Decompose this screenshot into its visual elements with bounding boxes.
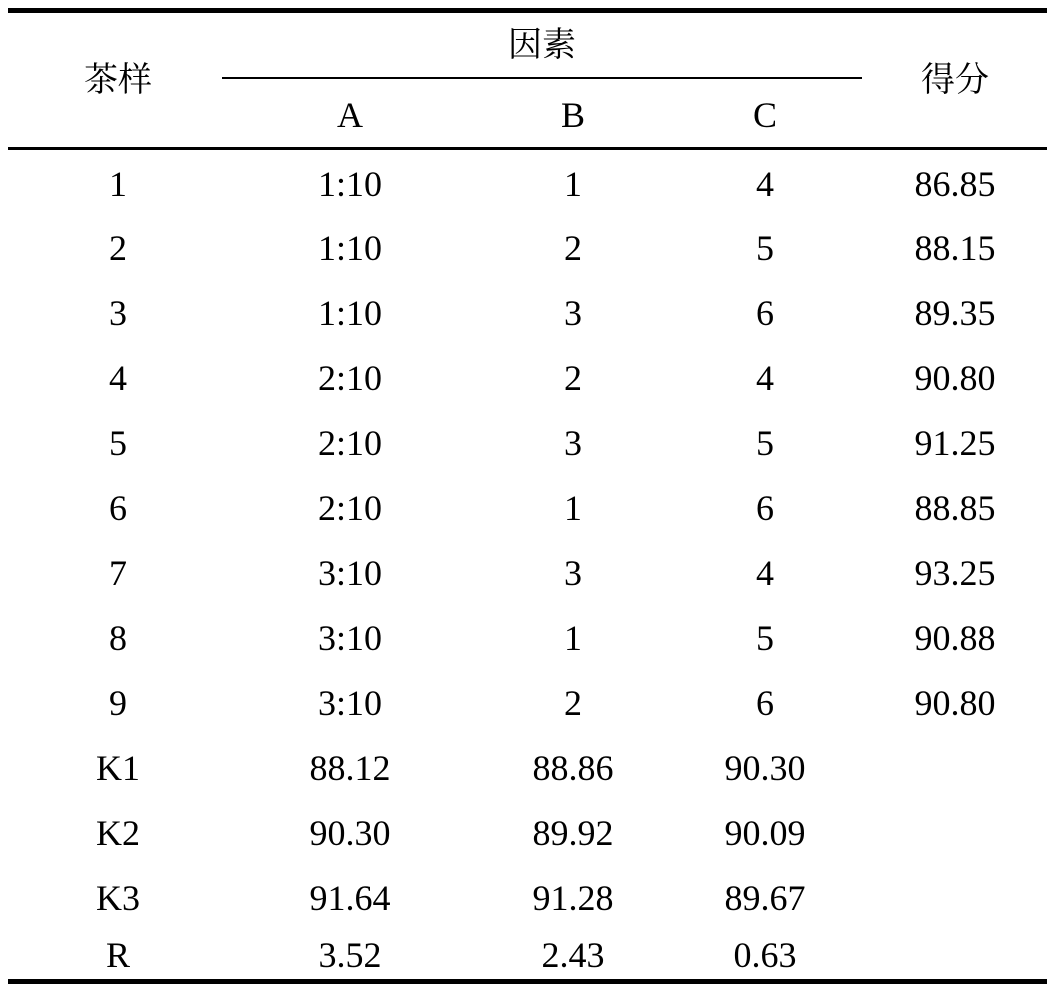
factor-a-cell: 91.64 bbox=[309, 878, 391, 918]
sample-cell: 9 bbox=[109, 683, 127, 723]
factor-a-cell: 1:10 bbox=[317, 293, 383, 333]
table-bottom-rule bbox=[8, 979, 1047, 984]
factor-a-cell: 1:10 bbox=[317, 164, 383, 204]
sample-cell: 7 bbox=[109, 553, 127, 593]
sample-cell: R bbox=[105, 935, 131, 975]
factor-b-cell: 2 bbox=[564, 358, 582, 398]
factor-c-cell: 4 bbox=[756, 164, 774, 204]
table-top-rule bbox=[8, 8, 1047, 13]
score-cell: 93.25 bbox=[914, 553, 996, 593]
sample-cell: 5 bbox=[109, 423, 127, 463]
factor-b-cell: 1 bbox=[564, 488, 582, 528]
factor-c-cell: 5 bbox=[756, 423, 774, 463]
factor-c-cell: 90.09 bbox=[724, 813, 806, 853]
sample-cell: 3 bbox=[109, 293, 127, 333]
factor-a-cell: 3.52 bbox=[318, 935, 382, 975]
factor-b-cell: 2 bbox=[564, 228, 582, 268]
factor-c-cell: 4 bbox=[756, 358, 774, 398]
sample-cell: 8 bbox=[109, 618, 127, 658]
factor-c-cell: 89.67 bbox=[724, 878, 806, 918]
factor-b-cell: 89.92 bbox=[532, 813, 614, 853]
factor-a-cell: 90.30 bbox=[309, 813, 391, 853]
factor-a-cell: 2:10 bbox=[317, 488, 383, 528]
factor-a-cell: 88.12 bbox=[309, 748, 391, 788]
sample-cell: 4 bbox=[109, 358, 127, 398]
header-bottom-rule bbox=[8, 147, 1047, 150]
factor-a-cell: 3:10 bbox=[317, 683, 383, 723]
factor-a-cell: 3:10 bbox=[317, 618, 383, 658]
factor-a-header: A bbox=[337, 95, 363, 135]
factor-b-cell: 91.28 bbox=[532, 878, 614, 918]
factor-c-header: C bbox=[752, 95, 778, 135]
factor-c-cell: 5 bbox=[756, 228, 774, 268]
sample-cell: 6 bbox=[109, 488, 127, 528]
score-cell: 89.35 bbox=[914, 293, 996, 333]
factor-c-cell: 6 bbox=[756, 293, 774, 333]
score-cell: 90.80 bbox=[914, 358, 996, 398]
factor-group-rule bbox=[222, 77, 862, 79]
factor-b-cell: 2 bbox=[564, 683, 582, 723]
factor-b-cell: 1 bbox=[564, 164, 582, 204]
factor-b-cell: 3 bbox=[564, 423, 582, 463]
sample-column-header: 茶样 bbox=[84, 60, 152, 100]
sample-cell: K3 bbox=[96, 878, 140, 918]
sample-cell: 2 bbox=[109, 228, 127, 268]
factor-a-cell: 2:10 bbox=[317, 358, 383, 398]
factor-b-cell: 3 bbox=[564, 293, 582, 333]
factor-c-cell: 6 bbox=[756, 683, 774, 723]
sample-cell: 1 bbox=[109, 164, 127, 204]
factor-c-cell: 5 bbox=[756, 618, 774, 658]
score-cell: 88.85 bbox=[914, 488, 996, 528]
score-cell: 88.15 bbox=[914, 228, 996, 268]
factor-c-cell: 6 bbox=[756, 488, 774, 528]
score-cell: 91.25 bbox=[914, 423, 996, 463]
factor-a-cell: 1:10 bbox=[317, 228, 383, 268]
score-column-header: 得分 bbox=[921, 60, 989, 100]
score-cell: 90.88 bbox=[914, 618, 996, 658]
sample-cell: K1 bbox=[96, 748, 140, 788]
sample-cell: K2 bbox=[96, 813, 140, 853]
factor-a-cell: 3:10 bbox=[317, 553, 383, 593]
factor-c-cell: 4 bbox=[756, 553, 774, 593]
factor-b-cell: 1 bbox=[564, 618, 582, 658]
factor-b-cell: 88.86 bbox=[532, 748, 614, 788]
factor-a-cell: 2:10 bbox=[317, 423, 383, 463]
factor-b-cell: 3 bbox=[564, 553, 582, 593]
factor-c-cell: 0.63 bbox=[733, 935, 797, 975]
score-cell: 90.80 bbox=[914, 683, 996, 723]
factor-b-cell: 2.43 bbox=[541, 935, 605, 975]
factor-c-cell: 90.30 bbox=[724, 748, 806, 788]
factor-b-header: B bbox=[560, 95, 586, 135]
factor-group-header: 因素 bbox=[508, 25, 576, 65]
score-cell: 86.85 bbox=[914, 164, 996, 204]
